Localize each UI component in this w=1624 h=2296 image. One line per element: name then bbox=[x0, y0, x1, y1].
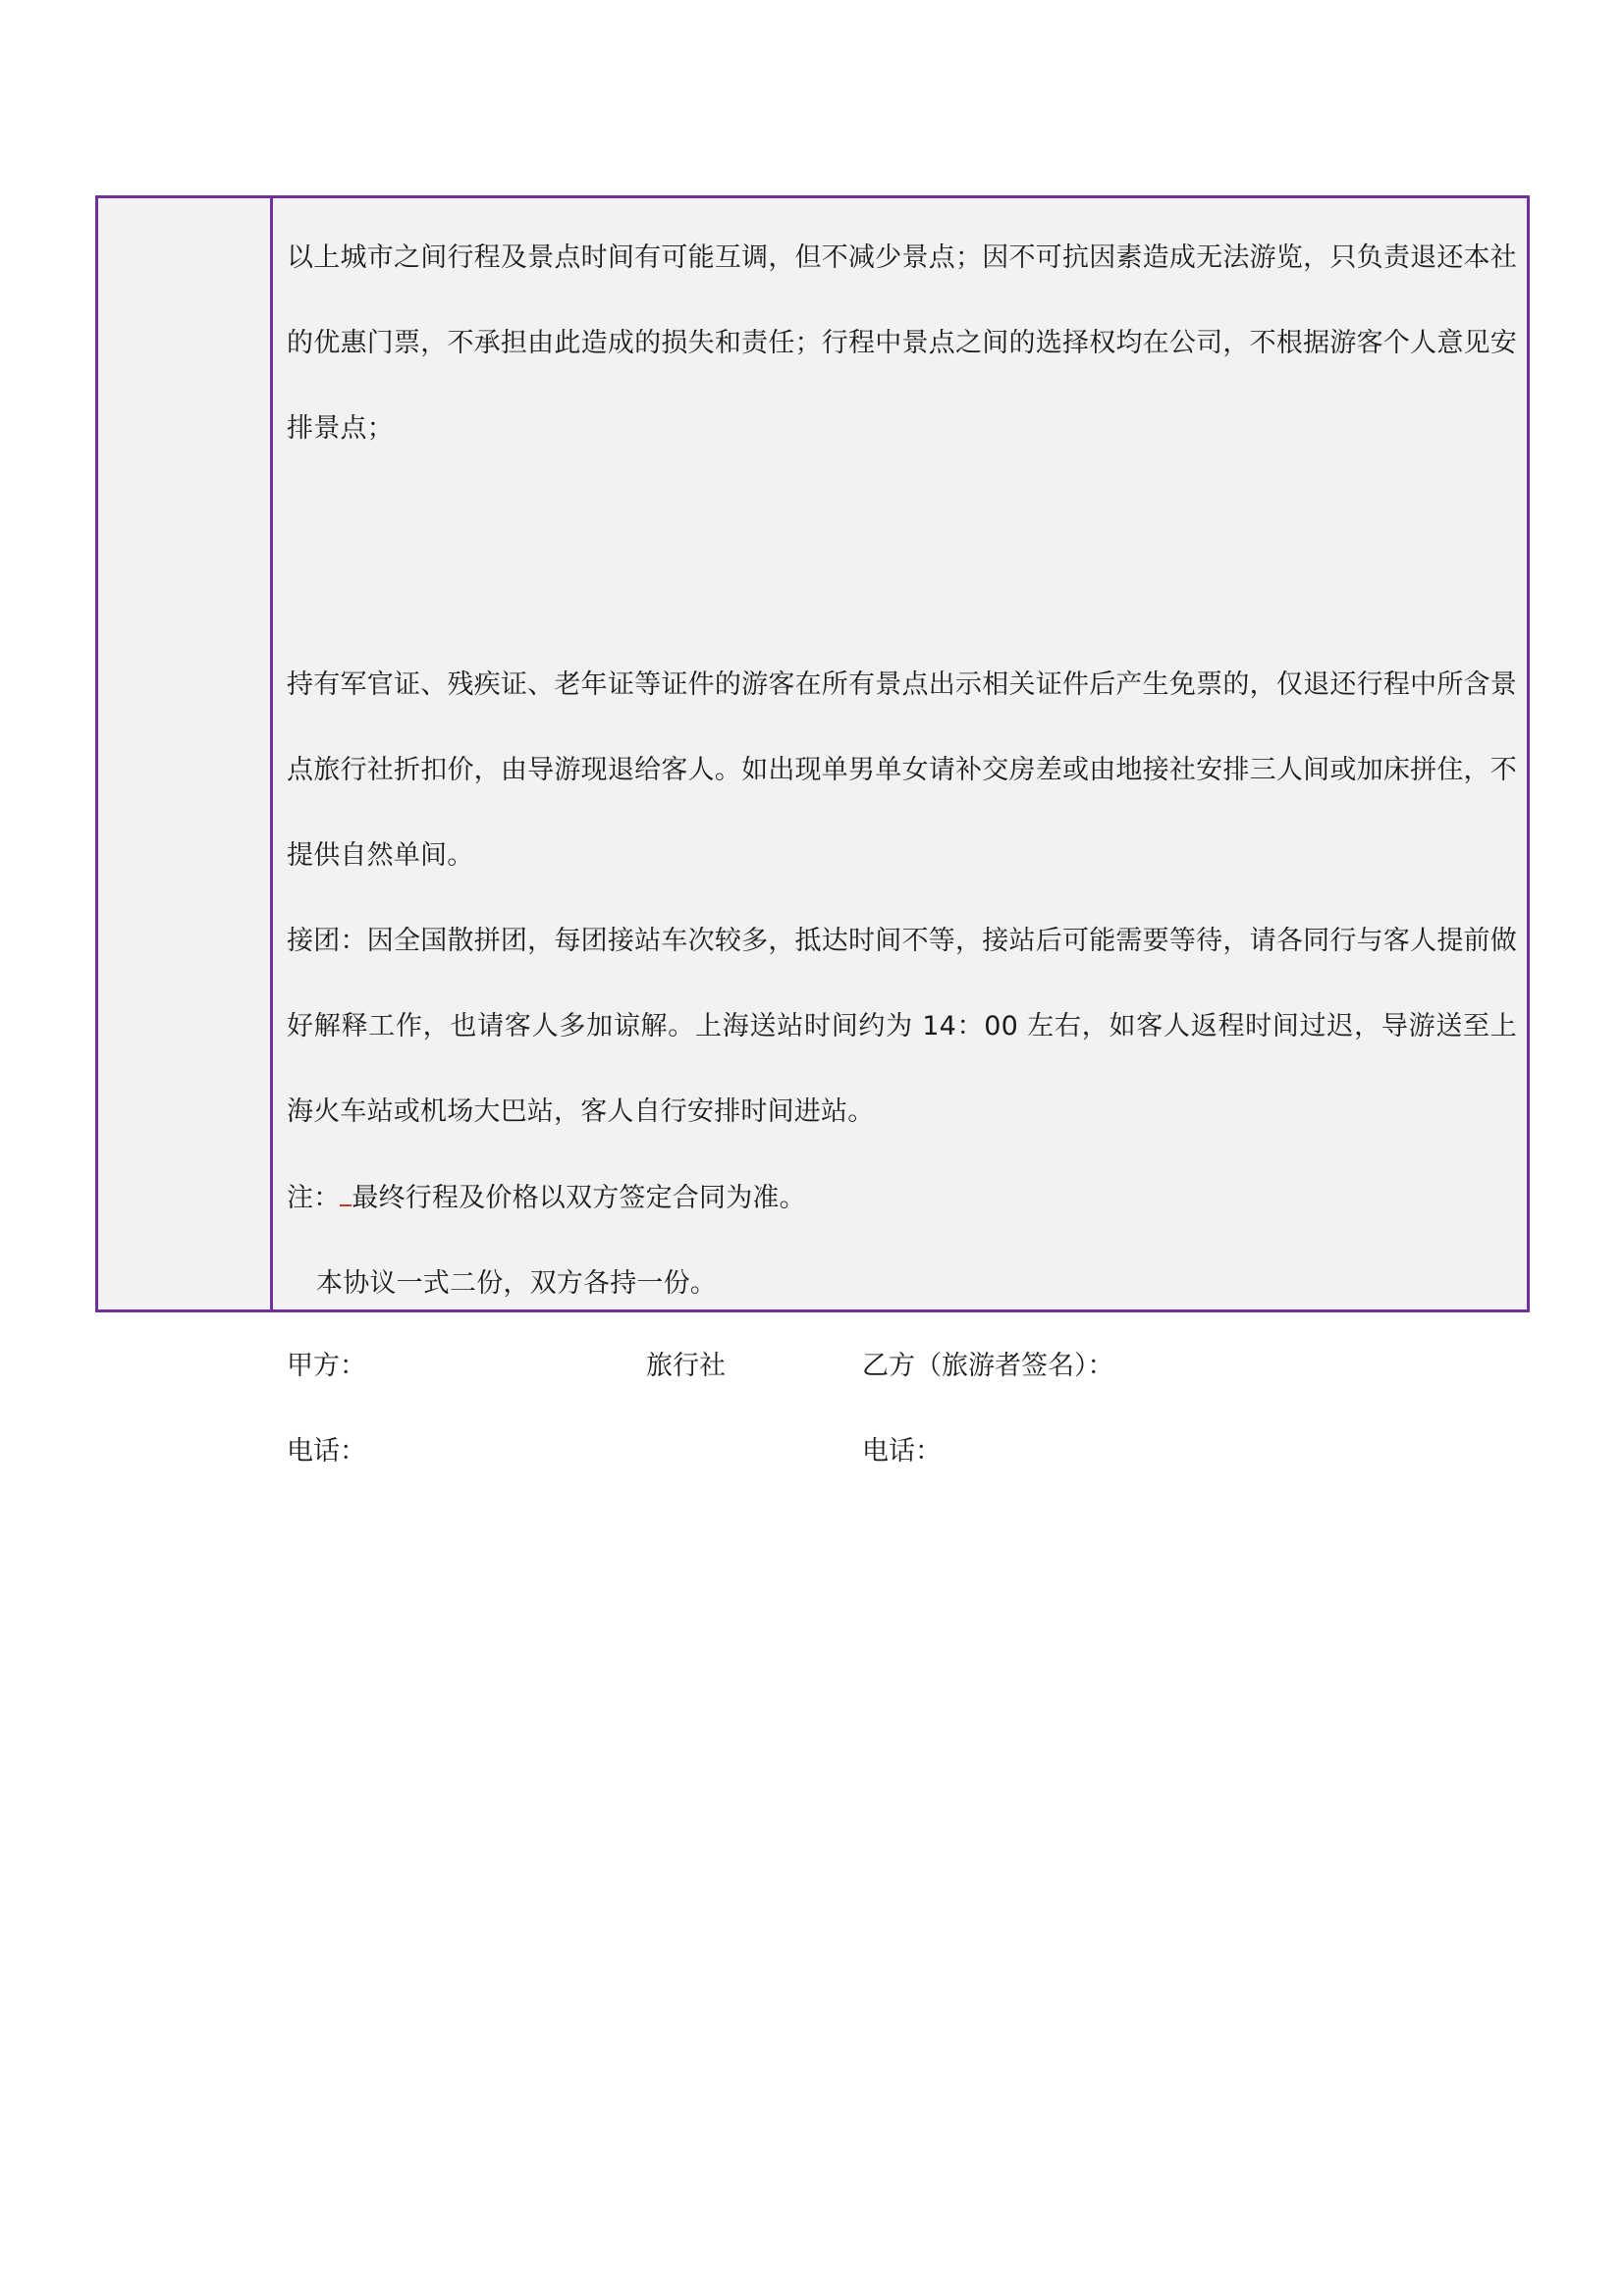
table-label-cell bbox=[98, 198, 273, 1309]
revision-mark bbox=[340, 1185, 352, 1206]
party-b-phone-label: 电话： bbox=[862, 1436, 942, 1467]
discount-clause: 持有军官证、残疾证、老年证等证件的游客在所有景点出示相关证件后产生免票的，仅退还行程中所含景点旅行社折扣价，由导游现退给客人。如出现单男单女请补交房差或由地接社安排三人间或加床拼住，不提供自然单间。 bbox=[287, 669, 1517, 871]
final-note-prefix: 注： bbox=[287, 1183, 341, 1213]
party-b-label: 乙方（旅游者签名）： bbox=[862, 1351, 1114, 1381]
party-a-agency: 旅行社 bbox=[646, 1351, 726, 1381]
party-a-label: 甲方： bbox=[287, 1351, 366, 1381]
final-note-text: 最终行程及价格以双方签定合同为准。 bbox=[352, 1183, 806, 1213]
agreement-table bbox=[95, 195, 1530, 1467]
party-a-phone-label: 电话： bbox=[287, 1436, 366, 1467]
final-note bbox=[287, 1155, 1517, 1241]
itinerary-clause: 以上城市之间行程及景点时间有可能互调，但不减少景点；因不可抗因素造成无法游览，只负责退还本社的优惠门票，不承担由此造成的损失和责任；行程中景点之间的选择权均在公司，不根据游客个人意见安排景点； bbox=[287, 242, 1517, 444]
pickup-clause: 接团：因全国散拼团，每团接站车次较多，抵达时间不等，接站后可能需要等待，请各同行与客人提前做好解释工作，也请客人多加谅解。上海送站时间约为 14：00 左右，如客人返程时间过迟，导游送至上海火车站或机场大巴站，客人自行安排时间进站。 bbox=[287, 926, 1517, 1127]
copies-clause: 本协议一式二份，双方各持一份。 bbox=[316, 1268, 717, 1299]
table-content-cell bbox=[273, 198, 1527, 1467]
